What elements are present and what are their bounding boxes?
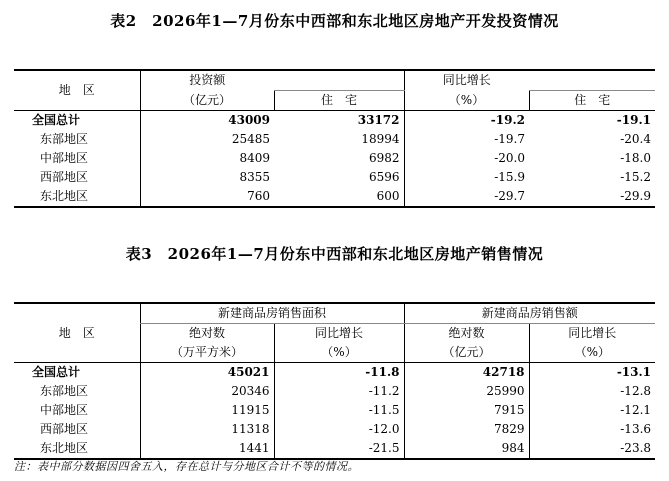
residential-cell: 33172: [357, 113, 400, 127]
table-row: [14, 111, 655, 131]
yoy-cell: -20.0: [404, 149, 529, 168]
table3-title: 表3 2026年1—7月份东中西部和东北地区房地产销售情况: [125, 245, 544, 263]
table-row: [14, 401, 655, 420]
sales-cell: 984: [404, 439, 529, 459]
table-row: [14, 420, 655, 439]
header-sales-yoy: 同比增长: [529, 324, 655, 344]
yoy-cell: -15.9: [404, 168, 529, 187]
header-region: 地 区: [14, 303, 140, 363]
area-cell: 1441: [140, 439, 274, 459]
residential-cell: 6982: [368, 151, 400, 165]
sales-yoy-cell: -12.1: [529, 401, 655, 420]
header-region: 地 区: [14, 70, 140, 111]
footnote: 注：表中部分数据因四舍五入，存在总计与分地区合计不等的情况。: [14, 460, 359, 473]
region-cell: 全国总计: [32, 113, 81, 127]
header-investment-unit: （亿元）: [140, 91, 274, 111]
sales-cell: 25990: [404, 382, 529, 401]
region-cell: 西部地区: [40, 422, 89, 436]
yoy-residential-cell: -15.2: [620, 170, 651, 184]
investment-cell: 8409: [140, 149, 274, 168]
area-cell: 11318: [140, 420, 274, 439]
header-sales-absolute: 绝对数: [404, 324, 529, 344]
yoy-cell: -19.2: [404, 111, 529, 131]
yoy-cell: -19.7: [404, 130, 529, 149]
area-yoy-cell: -12.0: [274, 420, 404, 439]
header-yoy: 同比增长: [404, 70, 529, 91]
header-area-absolute: 绝对数: [140, 324, 274, 344]
sales-cell: 7915: [404, 401, 529, 420]
header-sales-unit: （亿元）: [404, 343, 529, 363]
area-yoy-cell: -21.5: [274, 439, 404, 459]
residential-cell: 600: [274, 187, 404, 207]
region-cell: 中部地区: [40, 151, 89, 165]
sales-yoy-cell: -23.8: [529, 439, 655, 459]
header-sales-yoy-unit: （%）: [529, 343, 655, 363]
sales-yoy-cell: -13.1: [529, 363, 655, 383]
area-yoy-cell: -11.5: [274, 401, 404, 420]
sales-yoy-cell: -13.6: [529, 420, 655, 439]
region-cell: 东北地区: [14, 439, 140, 459]
region-cell: 东部地区: [40, 132, 89, 146]
investment-cell: 25485: [140, 130, 274, 149]
region-cell: 西部地区: [40, 170, 89, 184]
header-residential: 住 宅: [274, 91, 404, 111]
region-cell: 全国总计: [14, 363, 140, 383]
investment-cell: 43009: [140, 111, 274, 131]
investment-table: [14, 69, 655, 208]
table-row: [14, 439, 655, 459]
table-row: [14, 187, 655, 207]
yoy-residential-cell: -29.9: [529, 187, 655, 207]
yoy-residential-cell: -19.1: [616, 113, 651, 127]
table-row: [14, 168, 655, 187]
header-area-yoy: 同比增长: [274, 324, 404, 344]
yoy-residential-cell: -18.0: [620, 151, 651, 165]
header-area-unit: （万平方米）: [140, 343, 274, 363]
investment-cell: 760: [140, 187, 274, 207]
region-cell: 东北地区: [14, 187, 140, 207]
yoy-residential-cell: -20.4: [620, 132, 651, 146]
region-cell: 中部地区: [40, 403, 89, 417]
header-investment: 投资额: [140, 70, 274, 91]
area-yoy-cell: -11.2: [274, 382, 404, 401]
sales-cell: 7829: [404, 420, 529, 439]
header-yoy-unit: （%）: [404, 91, 529, 111]
header-area-yoy-unit: （%）: [274, 343, 404, 363]
header-sales-group: 新建商品房销售额: [404, 303, 655, 324]
residential-cell: 6596: [368, 170, 400, 184]
area-cell: 11915: [140, 401, 274, 420]
sales-yoy-cell: -12.8: [529, 382, 655, 401]
header-yoy-residential: 住 宅: [529, 91, 655, 111]
investment-cell: 8355: [140, 168, 274, 187]
area-cell: 45021: [140, 363, 274, 383]
table-row: [14, 363, 655, 383]
sales-cell: 42718: [404, 363, 529, 383]
residential-cell: 18994: [361, 132, 400, 146]
table-row: [14, 382, 655, 401]
sales-table: [14, 302, 655, 460]
table-row: [14, 130, 655, 149]
yoy-cell: -29.7: [404, 187, 529, 207]
region-cell: 东部地区: [40, 384, 89, 398]
area-cell: 20346: [140, 382, 274, 401]
table2-title: 表2 2026年1—7月份东中西部和东北地区房地产开发投资情况: [110, 12, 559, 30]
table-row: [14, 149, 655, 168]
header-area-group: 新建商品房销售面积: [140, 303, 404, 324]
area-yoy-cell: -11.8: [274, 363, 404, 383]
